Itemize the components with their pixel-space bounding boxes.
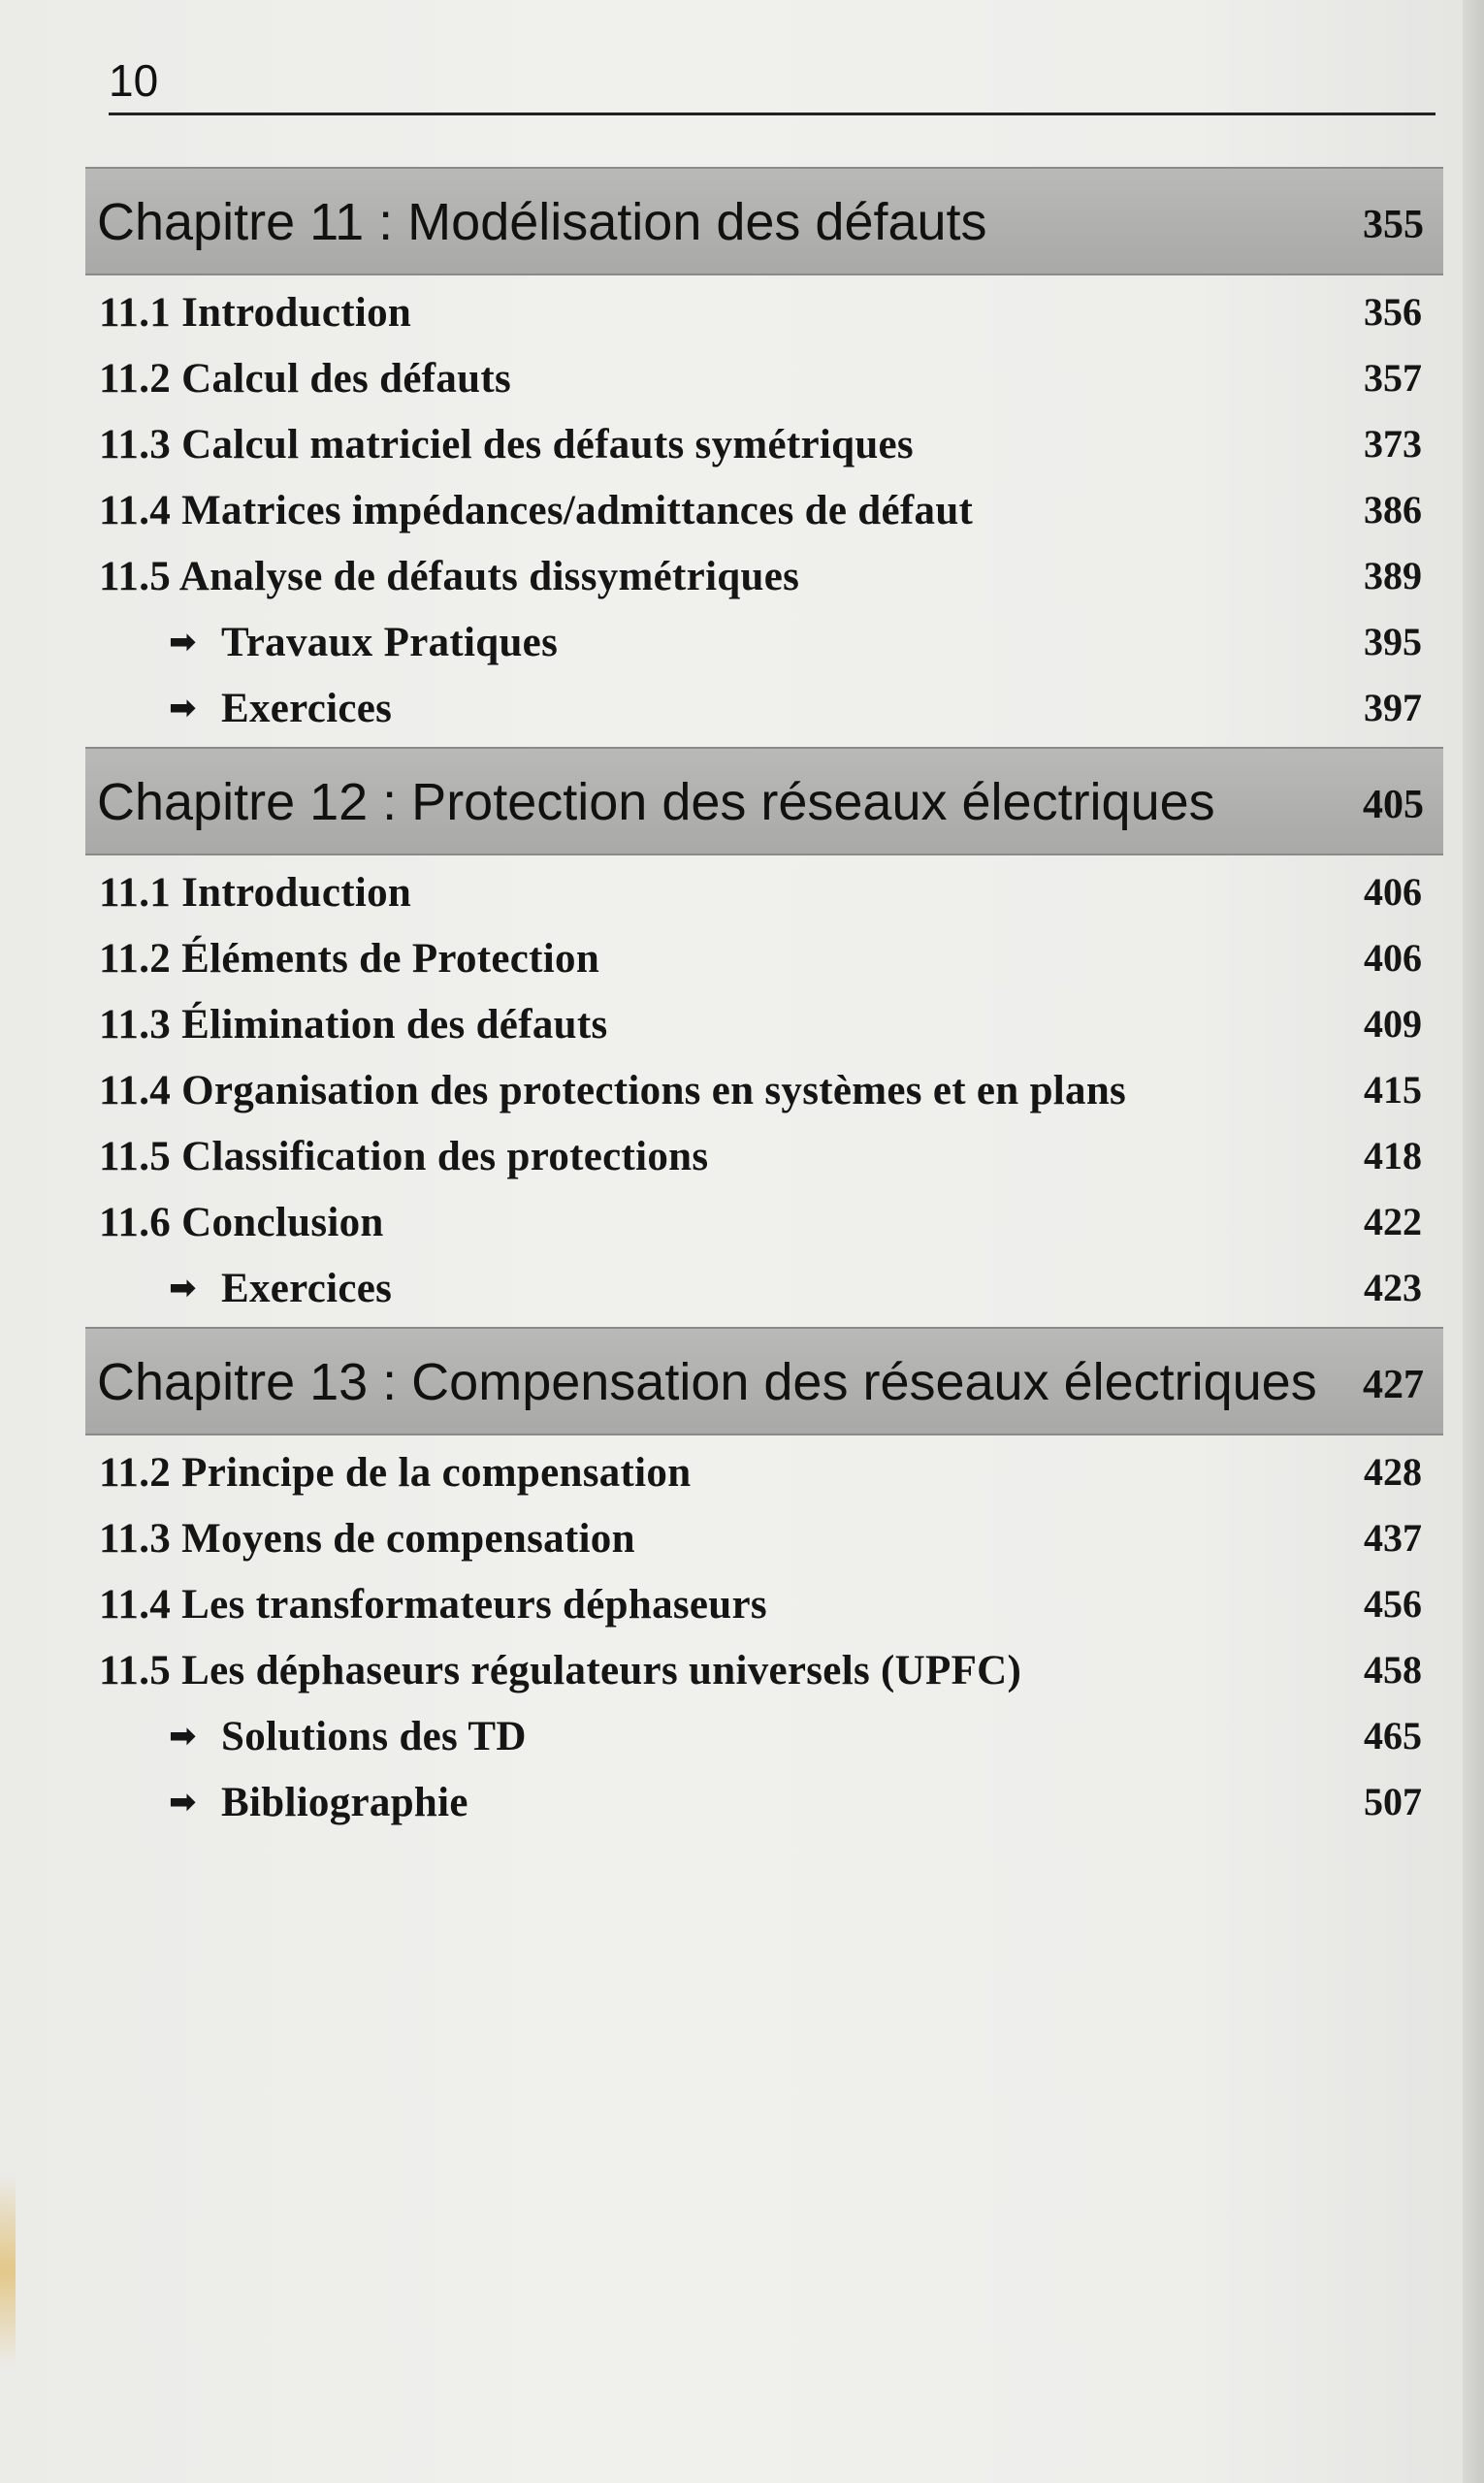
entry-label: 11.3 Élimination des défauts — [99, 1002, 608, 1048]
chapter-11-header[interactable] — [85, 167, 1443, 275]
entry-page: 507 — [1364, 1780, 1422, 1823]
entry-page: 357 — [1364, 356, 1422, 400]
entry-label: Solutions des TD — [221, 1714, 527, 1759]
chapter-page: 355 — [1363, 203, 1424, 247]
entry-label: Exercices — [221, 686, 393, 731]
toc-subentry[interactable] — [85, 671, 1443, 737]
entry-page: 437 — [1364, 1516, 1422, 1560]
arrow-bullet-icon: ➡ — [169, 1269, 197, 1307]
entry-page: 422 — [1364, 1200, 1422, 1243]
entry-label: 11.5 Classification des protections — [99, 1134, 709, 1179]
entry-page: 423 — [1364, 1266, 1422, 1309]
toc-entry[interactable] — [85, 921, 1443, 987]
arrow-bullet-icon: ➡ — [169, 1717, 197, 1756]
entry-label: Travaux Pratiques — [221, 620, 559, 665]
chapter-12-header[interactable] — [85, 747, 1443, 855]
toc-entry[interactable] — [85, 1053, 1443, 1119]
page-corner-tint — [0, 2173, 16, 2367]
entry-page: 406 — [1364, 936, 1422, 980]
entry-label: 11.2 Calcul des défauts — [99, 356, 511, 402]
toc-entry[interactable] — [85, 1633, 1443, 1699]
entry-label: 11.3 Calcul matriciel des défauts symétriques — [99, 422, 914, 468]
entry-page: 386 — [1364, 488, 1422, 532]
arrow-bullet-icon: ➡ — [169, 623, 197, 661]
toc-entry[interactable] — [85, 1567, 1443, 1633]
toc-entry[interactable] — [85, 987, 1443, 1053]
arrow-bullet-icon: ➡ — [169, 1783, 197, 1822]
entry-label: 11.2 Éléments de Protection — [99, 936, 600, 982]
header-rule — [109, 113, 1436, 115]
entry-label: 11.2 Principe de la compensation — [99, 1450, 692, 1496]
entry-page: 409 — [1364, 1002, 1422, 1046]
chapter-title: Chapitre 12 : Protection des réseaux électriques — [97, 773, 1215, 831]
entry-page: 418 — [1364, 1134, 1422, 1177]
toc-entry[interactable] — [85, 473, 1443, 539]
entry-label: 11.1 Introduction — [99, 290, 412, 336]
toc-entry[interactable] — [85, 1119, 1443, 1185]
entry-page: 373 — [1364, 422, 1422, 466]
toc-entry[interactable] — [85, 539, 1443, 605]
entry-label: Bibliographie — [221, 1780, 468, 1825]
entry-page: 428 — [1364, 1450, 1422, 1494]
toc-entry[interactable] — [85, 275, 1443, 341]
entry-label: 11.4 Organisation des protections en systèmes et en plans — [99, 1068, 1127, 1113]
chapter-13-header[interactable] — [85, 1327, 1443, 1435]
entry-page: 397 — [1364, 686, 1422, 729]
chapter-page: 405 — [1363, 783, 1424, 827]
toc-entry[interactable] — [85, 407, 1443, 473]
toc-subentry[interactable] — [85, 1699, 1443, 1765]
entry-page: 406 — [1364, 870, 1422, 914]
entry-page: 456 — [1364, 1582, 1422, 1626]
entry-page: 356 — [1364, 290, 1422, 334]
entry-label: 11.4 Les transformateurs déphaseurs — [99, 1582, 767, 1628]
entry-label: Exercices — [221, 1266, 393, 1311]
toc-entry[interactable] — [85, 1435, 1443, 1501]
toc-entry[interactable] — [85, 341, 1443, 407]
toc-subentry[interactable] — [85, 1765, 1443, 1831]
entry-label: 11.1 Introduction — [99, 870, 412, 916]
entry-page: 389 — [1364, 554, 1422, 597]
entry-page: 395 — [1364, 620, 1422, 663]
arrow-bullet-icon: ➡ — [169, 689, 197, 727]
toc-subentry[interactable] — [85, 605, 1443, 671]
toc-subentry[interactable] — [85, 1251, 1443, 1317]
entry-label: 11.5 Analyse de défauts dissymétriques — [99, 554, 800, 599]
toc-entry[interactable] — [85, 1185, 1443, 1251]
entry-label: 11.4 Matrices impédances/admittances de défaut — [99, 488, 974, 533]
entry-label: 11.6 Conclusion — [99, 1200, 384, 1245]
page-number: 10 — [109, 55, 159, 106]
chapter-title: Chapitre 13 : Compensation des réseaux électriques — [97, 1353, 1317, 1411]
table-of-contents — [85, 167, 1443, 1831]
chapter-page: 427 — [1363, 1363, 1424, 1407]
toc-entry[interactable] — [85, 1501, 1443, 1567]
entry-label: 11.5 Les déphaseurs régulateurs universels (UPFC) — [99, 1648, 1022, 1693]
entry-page: 465 — [1364, 1714, 1422, 1757]
page-edge-shadow — [1463, 0, 1484, 2483]
entry-page: 415 — [1364, 1068, 1422, 1112]
entry-label: 11.3 Moyens de compensation — [99, 1516, 635, 1562]
chapter-title: Chapitre 11 : Modélisation des défauts — [97, 193, 987, 251]
toc-entry[interactable] — [85, 855, 1443, 921]
entry-page: 458 — [1364, 1648, 1422, 1692]
